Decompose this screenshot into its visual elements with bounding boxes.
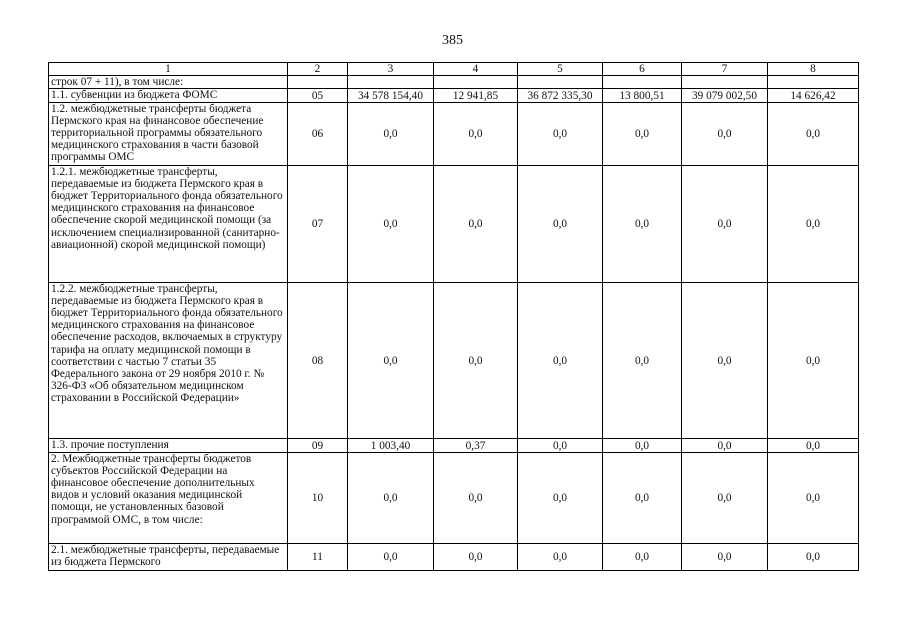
row-name: 1.2.1. межбюджетные трансферты, передаваемые из бюджета Пермского края в бюджет Территориального фонда обязательного медицинского страхования на финансовое обеспечение скорой медицинской помощи (за исключением специализированной (санитарно-авиационной) скорой медицинской помощи) (49, 166, 288, 283)
cell: 0,0 (603, 453, 682, 544)
table-row (49, 283, 859, 439)
cell: 14 626,42 (768, 89, 859, 103)
column-header: 2 (288, 63, 348, 76)
cell: 0,0 (348, 544, 434, 571)
cell: 0,0 (348, 453, 434, 544)
row-name: 1.1. субвенции из бюджета ФОМС (49, 89, 288, 103)
cell: 0,0 (518, 103, 603, 166)
cell: 0,0 (682, 439, 768, 453)
cell: 0,0 (603, 283, 682, 439)
table-row (49, 544, 859, 571)
page-number: 385 (442, 33, 463, 48)
row-code (288, 76, 348, 89)
table-row (49, 439, 859, 453)
cell (518, 76, 603, 89)
column-header: 1 (49, 63, 288, 76)
row-name: 1.2. межбюджетные трансферты бюджета Пермского края на финансовое обеспечение территориальной программы обязательного медицинского страхования в части базовой программы ОМС (49, 103, 288, 166)
column-header: 4 (434, 63, 518, 76)
cell (434, 76, 518, 89)
cell: 1 003,40 (348, 439, 434, 453)
budget-table (48, 62, 859, 571)
row-code: 09 (288, 439, 348, 453)
row-code: 07 (288, 166, 348, 283)
cell: 0,0 (518, 453, 603, 544)
table-header-row (49, 63, 859, 76)
column-header: 3 (348, 63, 434, 76)
cell: 0,0 (434, 166, 518, 283)
column-header: 8 (768, 63, 859, 76)
table-row (49, 453, 859, 544)
cell: 0,0 (682, 453, 768, 544)
column-header: 5 (518, 63, 603, 76)
cell: 0,0 (603, 544, 682, 571)
cell: 12 941,85 (434, 89, 518, 103)
row-code: 06 (288, 103, 348, 166)
cell: 0,0 (518, 439, 603, 453)
table-row (49, 103, 859, 166)
cell (768, 76, 859, 89)
row-name: строк 07 + 11), в том числе: (49, 76, 288, 89)
cell: 0,0 (434, 283, 518, 439)
row-code: 11 (288, 544, 348, 571)
cell: 0,0 (518, 166, 603, 283)
column-header: 6 (603, 63, 682, 76)
row-code: 10 (288, 453, 348, 544)
cell: 0,0 (603, 166, 682, 283)
cell (603, 76, 682, 89)
cell: 0,0 (518, 544, 603, 571)
cell: 0,0 (518, 283, 603, 439)
cell: 0,0 (434, 544, 518, 571)
cell: 34 578 154,40 (348, 89, 434, 103)
cell: 0,0 (682, 166, 768, 283)
table-row (49, 76, 859, 89)
cell (348, 76, 434, 89)
cell: 0,37 (434, 439, 518, 453)
cell: 0,0 (682, 283, 768, 439)
cell: 0,0 (348, 103, 434, 166)
cell: 0,0 (434, 103, 518, 166)
cell: 0,0 (768, 103, 859, 166)
cell: 0,0 (682, 544, 768, 571)
cell: 0,0 (768, 544, 859, 571)
row-code: 08 (288, 283, 348, 439)
cell: 0,0 (768, 283, 859, 439)
cell: 39 079 002,50 (682, 89, 768, 103)
row-name: 1.2.2. межбюджетные трансферты, передаваемые из бюджета Пермского края в бюджет Территориального фонда обязательного медицинского страхования на финансовое обеспечение расходов, включаемых в структуру тарифа на оплату медицинской помощи в соответствии с частью 7 статьи 35 Федерального закона от 29 ноября 2010 г. № 326-ФЗ «Об обязательном медицинском страховании в Российской Федерации» (49, 283, 288, 439)
column-header: 7 (682, 63, 768, 76)
row-name: 2. Межбюджетные трансферты бюджетов субъектов Российской Федерации на финансовое обеспечение дополнительных видов и условий оказания медицинской помощи, не установленных базовой программой ОМС, в том числе: (49, 453, 288, 544)
cell: 0,0 (603, 103, 682, 166)
row-code: 05 (288, 89, 348, 103)
cell: 0,0 (434, 453, 518, 544)
cell: 13 800,51 (603, 89, 682, 103)
cell: 0,0 (768, 453, 859, 544)
row-name: 1.3. прочие поступления (49, 439, 288, 453)
cell: 0,0 (348, 283, 434, 439)
cell: 0,0 (768, 166, 859, 283)
table-row (49, 89, 859, 103)
cell: 0,0 (682, 103, 768, 166)
cell: 0,0 (348, 166, 434, 283)
row-name: 2.1. межбюджетные трансферты, передаваемые из бюджета Пермского (49, 544, 288, 571)
cell: 36 872 335,30 (518, 89, 603, 103)
cell: 0,0 (768, 439, 859, 453)
cell (682, 76, 768, 89)
cell: 0,0 (603, 439, 682, 453)
table-row (49, 166, 859, 283)
